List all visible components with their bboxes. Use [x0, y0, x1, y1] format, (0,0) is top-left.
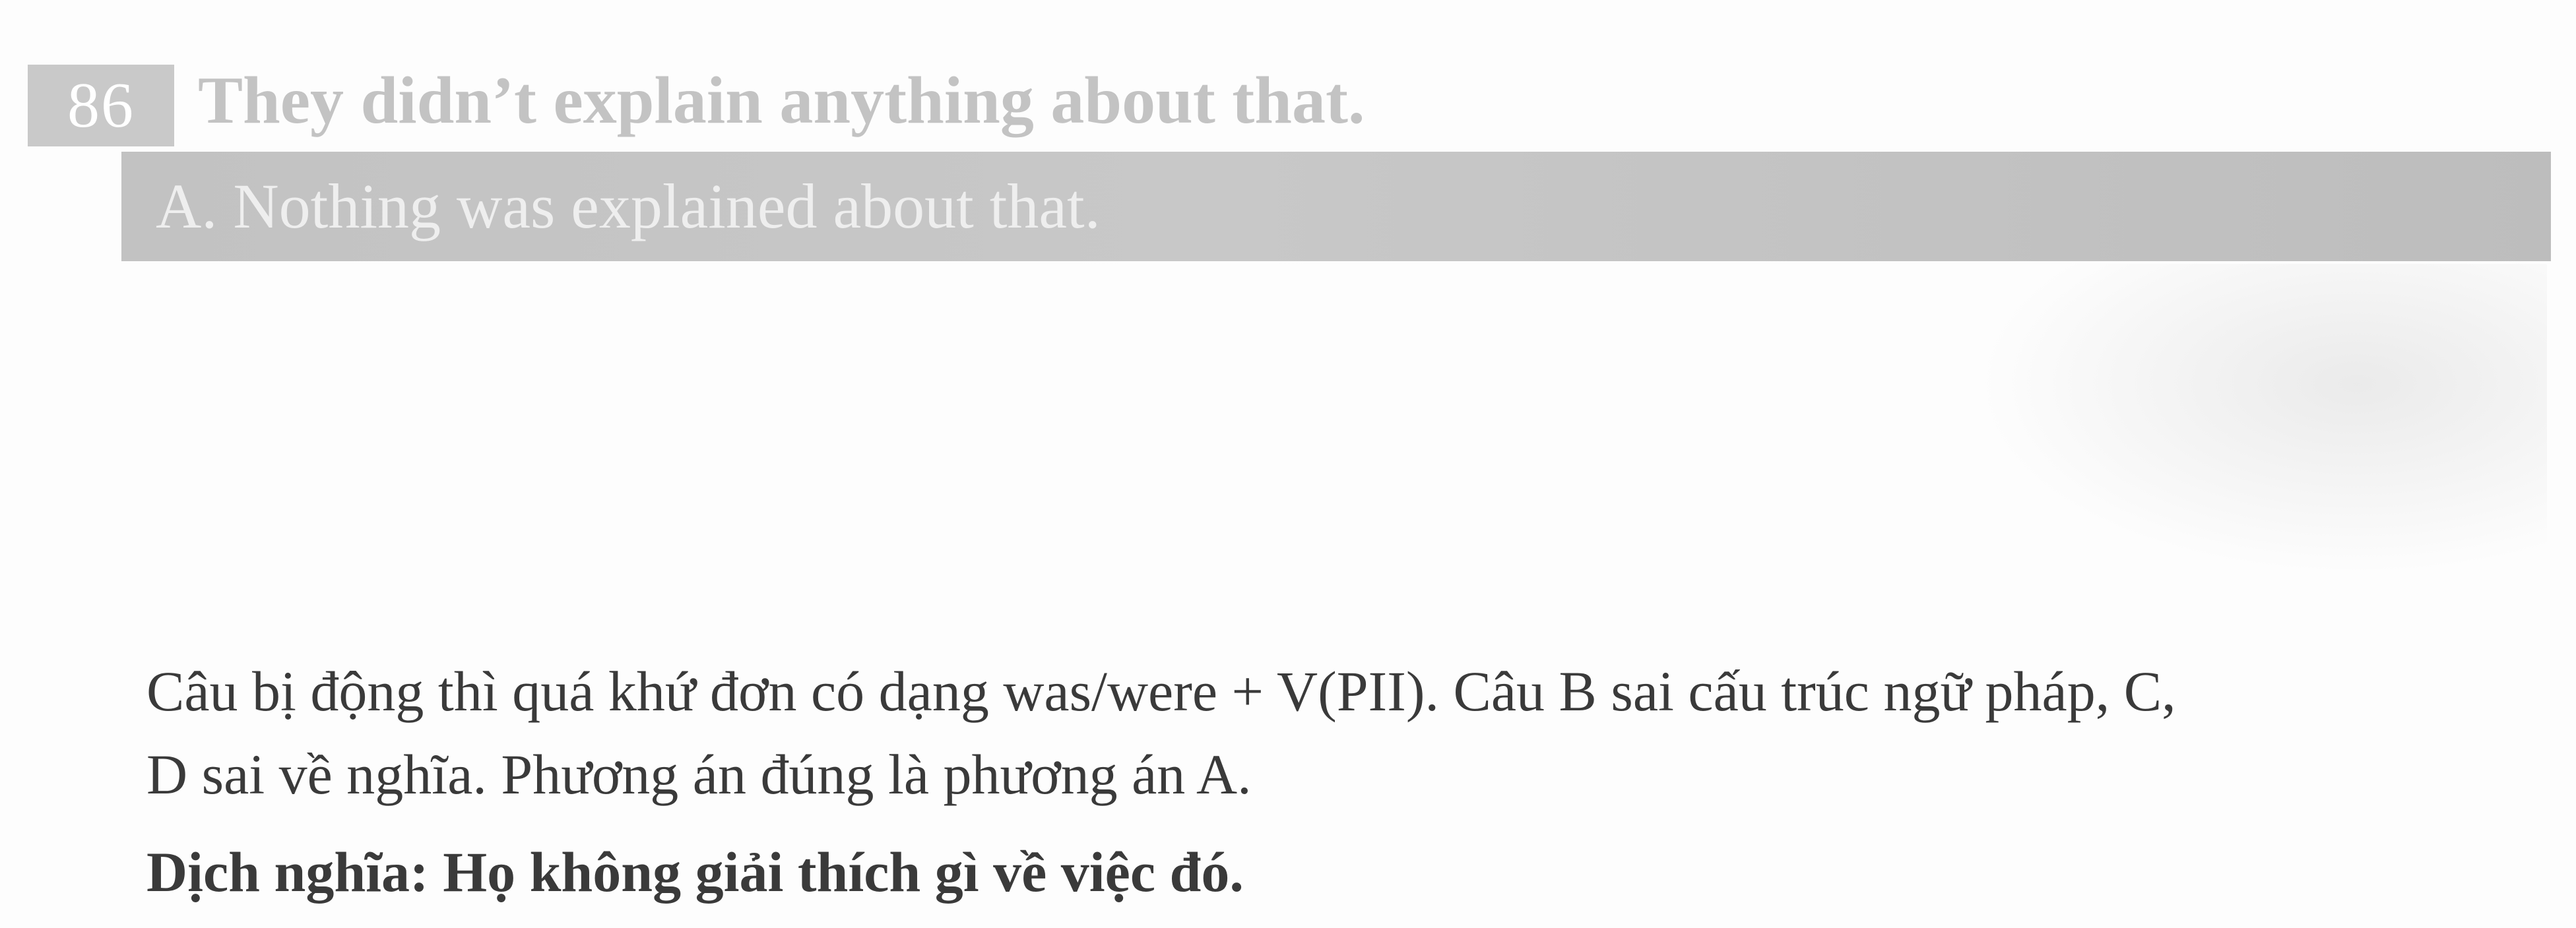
translation: Dịch nghĩa: Họ không giải thích gì về việc đó. [146, 840, 1244, 904]
question-number: 86 [28, 65, 174, 146]
scan-noise [1914, 264, 2547, 607]
explanation-line: Câu bị động thì quá khứ đơn có dạng was/were + V(PII). Câu B sai cấu trúc ngữ pháp, C, [146, 660, 2176, 723]
answer-text: A. Nothing was explained about that. [156, 171, 1101, 241]
explanation [146, 650, 2561, 816]
explanation-line: D sai về nghĩa. Phương án đúng là phương án A. [146, 743, 1252, 806]
question-text: They didn’t explain anything about that. [198, 63, 1365, 138]
